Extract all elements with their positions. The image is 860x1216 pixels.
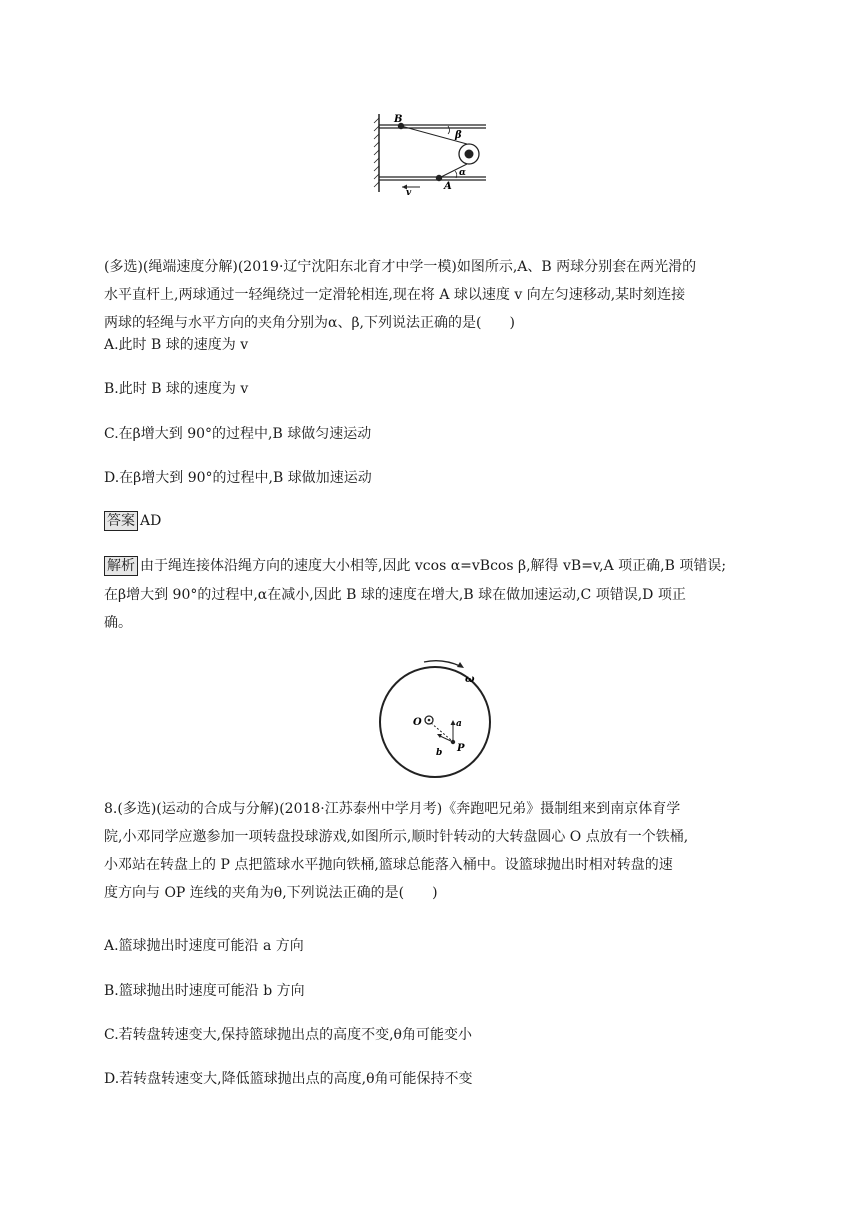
q7-analysis-line2: 在β增大到 90°的过程中,α在减小,因此 B 球的速度在增大,B 球在做加速运动,C 项错误,D 项正 [104, 587, 686, 603]
ball-b-label: B [394, 114, 403, 125]
q8-stem-line3: 小邓站在转盘上的 P 点把篮球水平抛向铁桶,篮球总能落入桶中。设篮球抛出时相对转盘的速 [104, 857, 673, 873]
direction-b-label: b [436, 748, 443, 758]
omega-label: ω [465, 674, 475, 685]
q8-option-c: C.若转盘转速变大,保持篮球抛出点的高度不变,θ角可能变小 [104, 1027, 472, 1043]
answer-tag: 答案 [104, 511, 138, 531]
q8-stem-line2: 院,小邓同学应邀参加一项转盘投球游戏,如图所示,顺时针转动的大转盘圆心 O 点放有一个铁桶, [104, 829, 689, 845]
q7-analysis-line3: 确。 [104, 615, 132, 631]
q8-stem-line4: 度方向与 OP 连线的夹角为θ,下列说法正确的是( ) [104, 885, 438, 901]
q8-option-b: B.篮球抛出时速度可能沿 b 方向 [104, 983, 305, 999]
turntable-figure [372, 654, 498, 780]
q7-stem-line1: (多选)(绳端速度分解)(2019·辽宁沈阳东北育才中学一模)如图所示,A、B 两球分别套在两光滑的 [104, 259, 697, 275]
q7-option-a: A.此时 B 球的速度为 v [104, 337, 249, 353]
direction-a-label: a [456, 719, 462, 729]
answer-value: AD [140, 513, 162, 529]
q8-option-d: D.若转盘转速变大,降低篮球抛出点的高度,θ角可能保持不变 [104, 1071, 473, 1087]
q8-stem-line1: 8.(多选)(运动的合成与分解)(2018·江苏泰州中学月考)《奔跑吧兄弟》摄制组来到南京体育学 [104, 801, 681, 817]
q7-option-d: D.在β增大到 90°的过程中,B 球做加速运动 [104, 470, 372, 486]
analysis-tag: 解析 [104, 556, 138, 576]
q7-analysis-line1 [104, 555, 726, 576]
ball-a-label: A [444, 181, 452, 192]
point-p-label: P [457, 743, 465, 754]
velocity-label: v [406, 188, 412, 196]
q7-answer [104, 511, 161, 531]
q7-stem-line2: 水平直杆上,两球通过一轻绳绕过一定滑轮相连,现在将 A 球以速度 v 向左匀速移动,某时刻连接 [104, 287, 686, 303]
center-o-label: O [413, 717, 422, 728]
pulley-rods-figure [372, 112, 492, 196]
q7-option-b: B.此时 B 球的速度为 v [104, 381, 249, 397]
q7-stem-line3: 两球的轻绳与水平方向的夹角分别为α、β,下列说法正确的是( ) [104, 315, 515, 331]
q7-option-c: C.在β增大到 90°的过程中,B 球做匀速运动 [104, 426, 372, 442]
q8-option-a: A.篮球抛出时速度可能沿 a 方向 [104, 938, 304, 954]
beta-label: β [455, 130, 462, 141]
analysis-text-1: 由于绳连接体沿绳方向的速度大小相等,因此 vcos α=vBcos β,解得 vB=v,A 项正确,B 项错误; [140, 558, 727, 574]
alpha-label: α [459, 168, 466, 178]
